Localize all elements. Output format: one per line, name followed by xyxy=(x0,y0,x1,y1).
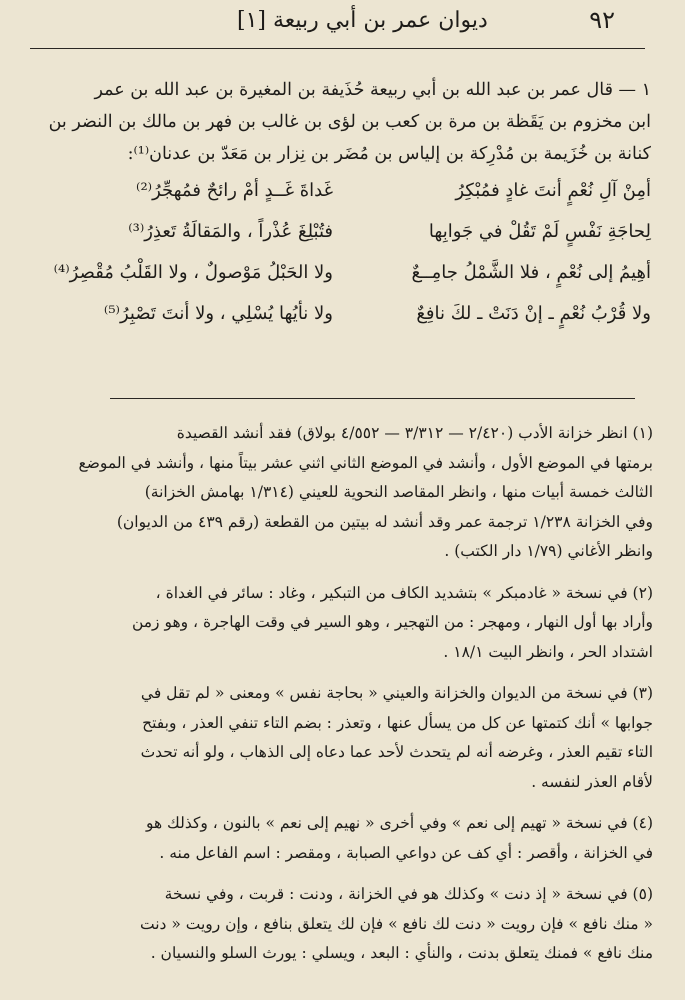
footnote-line: « منك نافع » فإن رويت « دنت لك نافع » فإن لك يتعلق بنافع ، وإن رويت « دنت xyxy=(139,914,653,933)
verse-first-hemistich: أهِيمُ إلى نُعْمٍ ، فلا الشَّمْلُ جامِــعٌ xyxy=(411,262,651,283)
footnote-line: التاء تقيم العذر ، وغرضه أنه لم يتحدث لأحد عما دعاه إلى الذهاب ، ولو أنه تحدث xyxy=(140,743,653,761)
verse-second-hemistich: غَداةَ غَــدٍ أمْ رائحٌ فمُهجِّرُ⁽²⁾ xyxy=(136,180,333,201)
footnote-2 xyxy=(36,579,653,668)
verse-second-hemistich: ولا الحَبْلُ مَوْصولٌ ، ولا القَلْبُ مُقْصِرُ⁽⁴⁾ xyxy=(53,262,333,283)
footnote-line: الثالث خمسة أبيات منها ، وانظر المقاصد النحوية للعيني (١/٣١٤ بهامش الخزانة) xyxy=(144,483,653,501)
footnote-line: وانظر الأغاني (١/٧٩ دار الكتب) . xyxy=(444,542,653,560)
footnotes xyxy=(36,419,653,981)
footnote-4 xyxy=(36,809,653,868)
verse xyxy=(28,170,651,211)
verse-second-hemistich: ولا نأيُها يُسْلِي ، ولا أنتَ تَصْبِرُ⁽⁵⁾ xyxy=(103,303,333,324)
poem-verses xyxy=(28,170,651,334)
intro-line: ١ — قال عمر بن عبد الله بن أبي ربيعة حُذَيفة بن المغيرة بن عبد الله بن عمر xyxy=(94,80,651,100)
verse-second-hemistich: فتُبْلِغَ عُذْراً ، والمَقالَةُ تَعذِرُ⁽³⁾ xyxy=(128,221,333,242)
verse-first-hemistich: أمِنْ آلِ نُعْمٍ أنتَ غادٍ فمُبْكِرُ xyxy=(455,180,651,201)
footnote-line: (١) انظر خزانة الأدب (٢/٤٢٠ — ٣/٣١٢ — ٤/٥٥٢ بولاق) فقد أنشد القصيدة xyxy=(176,424,653,442)
verse xyxy=(28,293,651,334)
page-header xyxy=(22,2,663,46)
footnote-line: اشتداد الحر ، وانظر البيت ١٨/١ . xyxy=(443,642,653,661)
footnote-5 xyxy=(36,880,653,969)
footnote-line: وفي الخزانة ١/٢٣٨ ترجمة عمر وقد أنشد له بيتين من القطعة (رقم ٤٣٩ من الديوان) xyxy=(116,512,653,531)
verse xyxy=(28,252,651,293)
footnote-3 xyxy=(36,679,653,797)
footnote-line: (٢) في نسخة « غادمبكر » بتشديد الكاف من التبكير ، وغاد : سائر في الغداة ، xyxy=(155,583,653,602)
header-rule xyxy=(30,48,645,49)
footnote-line: (٣) في نسخة من الديوان والخزانة والعيني « بحاجة نفس » ومعنى « لم تقل في xyxy=(140,684,653,702)
intro-line: ابن مخزوم بن يَقَظة بن مرة بن كعب بن لؤى بن غالب بن فهر بن مالك بن النضر بن xyxy=(48,112,651,132)
footnote-line: (٥) في نسخة « إذ دنت » وكذلك هو في الخزانة ، ودنت : قربت ، وفي نسخة xyxy=(164,885,653,903)
footnote-1 xyxy=(36,419,653,567)
verse-first-hemistich: ولا قُرْبُ نُعْمٍ ـ إنْ دَنَتْ ـ لكَ نافِعٌ xyxy=(416,303,651,324)
verse xyxy=(28,211,651,252)
verse-first-hemistich: لِحاجَةِ نَفْسٍ لَمْ تَقُلْ في جَوابِها xyxy=(428,221,651,242)
footnote-line: جوابها » أنك كتمتها عن كل من يسأل عنها ، وتعذر : بضم التاء تنفي العذر ، وبفتح xyxy=(142,713,653,732)
footnote-line: منك نافع » فمنك يتعلق بدنت ، والنأي : البعد ، ويسلي : يورث السلو والنسيان . xyxy=(150,944,653,962)
footnote-line: (٤) في نسخة « تهيم إلى نعم » وفي أخرى « نهيم إلى نعم » بالنون ، وكذلك هو xyxy=(145,814,653,832)
running-title: ديوان عمر بن أبي ربيعة [١] xyxy=(237,8,488,33)
footnote-line: لأقام العذر لنفسه . xyxy=(531,772,653,791)
footnote-line: وأراد بها أول النهار ، ومهجر : من التهجير ، وهو السير في وقت الهاجرة ، وهو زمن xyxy=(131,613,653,631)
footnote-separator xyxy=(110,398,635,399)
intro-line: كنانة بن خُزَيمة بن مُدْرِكة بن إلياس بن مُضَر بن نِزار بن مَعَدّ بن عدنان⁽¹⁾: xyxy=(127,144,651,164)
page-number: ٩٢ xyxy=(589,6,615,34)
footnote-line: برمتها في الموضع الأول ، وأنشد في الموضع الثاني اثني عشر بيتاً منها ، وأنشد في الموضع xyxy=(78,453,653,472)
footnote-line: في الخزانة ، وأقصر : أي كف عن دواعي الصبابة ، ومقصر : اسم الفاعل منه . xyxy=(159,843,653,862)
poem-introduction xyxy=(36,74,651,170)
